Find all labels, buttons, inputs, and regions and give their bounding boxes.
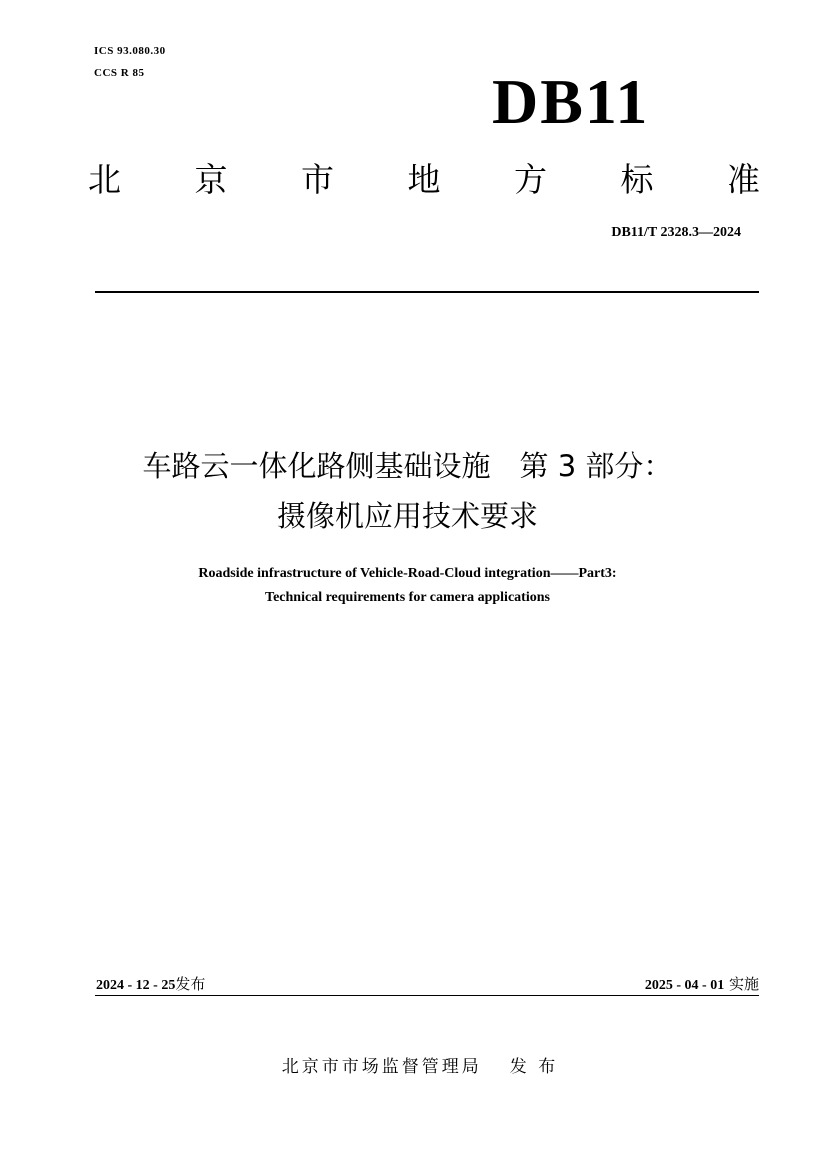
ics-code: ICS 93.080.30 (94, 45, 166, 57)
bottom-divider (95, 995, 759, 996)
issuer-name: 北京市市场监督管理局 (281, 1057, 482, 1077)
standard-type-char: 市 (301, 160, 334, 199)
issuer-line (200, 1055, 640, 1079)
standard-type-char: 方 (514, 160, 547, 199)
standard-type-char: 北 (88, 160, 121, 199)
title-cn-line-1: 车路云一体化路侧基础设施 第 3 部分： (142, 449, 673, 483)
standard-number: DB11/T 2328.3—2024 (611, 225, 741, 240)
title-cn-line-2: 摄像机应用技术要求 (276, 499, 538, 533)
release-label: 发布 (175, 975, 206, 993)
release-date-block (96, 974, 205, 996)
release-date: 2024 - 12 - 25 (96, 978, 176, 993)
implement-label: 实施 (728, 975, 759, 993)
standard-type-heading (88, 160, 760, 200)
standard-type-char: 地 (407, 160, 441, 199)
standard-type-char: 准 (727, 160, 760, 199)
top-divider (95, 291, 759, 293)
ccs-code: CCS R 85 (94, 67, 145, 79)
implement-date: 2025 - 04 - 01 (644, 978, 725, 993)
standard-type-char: 京 (194, 160, 228, 199)
issuer-action: 发 布 (509, 1057, 559, 1077)
db11-logo: DB11 (492, 66, 650, 137)
title-en-line-1: Roadside infrastructure of Vehicle-Road-Cloud integration——Part3: (198, 566, 617, 581)
implement-date-block (520, 974, 759, 996)
classification-codes (94, 40, 166, 84)
standard-type-char: 标 (620, 160, 654, 199)
title-en-line-2: Technical requirements for camera applications (265, 590, 550, 605)
